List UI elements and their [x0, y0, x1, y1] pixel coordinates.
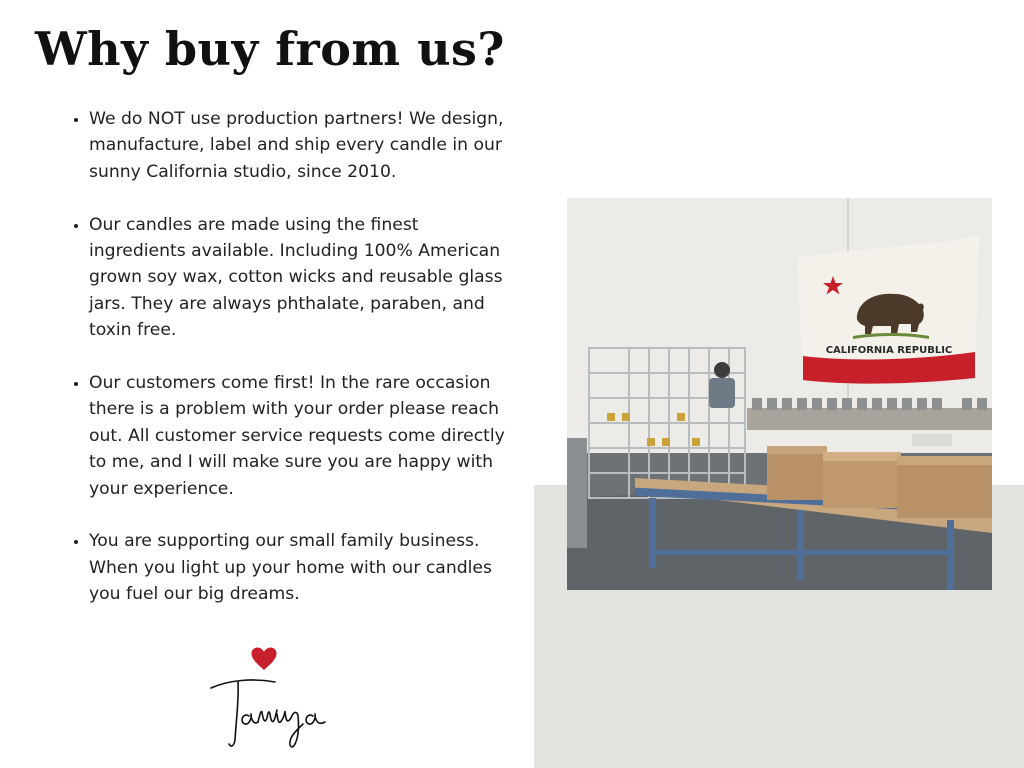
flag-text: CALIFORNIA REPUBLIC — [825, 345, 953, 356]
studio-illustration — [567, 198, 992, 590]
reason-item: • We do NOT use production partners! We design, manufacture, label and ship every candle in our sunny California studio, since 2010. — [89, 106, 509, 185]
page-title: Why buy from us? — [35, 22, 505, 76]
reasons-list — [68, 106, 509, 634]
heart-shape — [252, 648, 277, 671]
california-flag — [797, 236, 979, 384]
signature — [205, 672, 335, 754]
reason-item: • You are supporting our small family business. When you light up your home with our candles you fuel our big dreams. — [89, 528, 509, 607]
reason-item: • Our customers come first! In the rare occasion there is a problem with your order please reach out. All customer service requests come directly to me, and I will make sure you are happy with your experience. — [89, 370, 509, 502]
reason-item: • Our candles are made using the finest ingredients available. Including 100% American grown soy wax, cotton wicks and reusable glass jars. They are always phthalate, paraben, and toxin free. — [89, 212, 509, 344]
studio-photo — [567, 198, 992, 590]
heart-icon — [250, 646, 278, 672]
